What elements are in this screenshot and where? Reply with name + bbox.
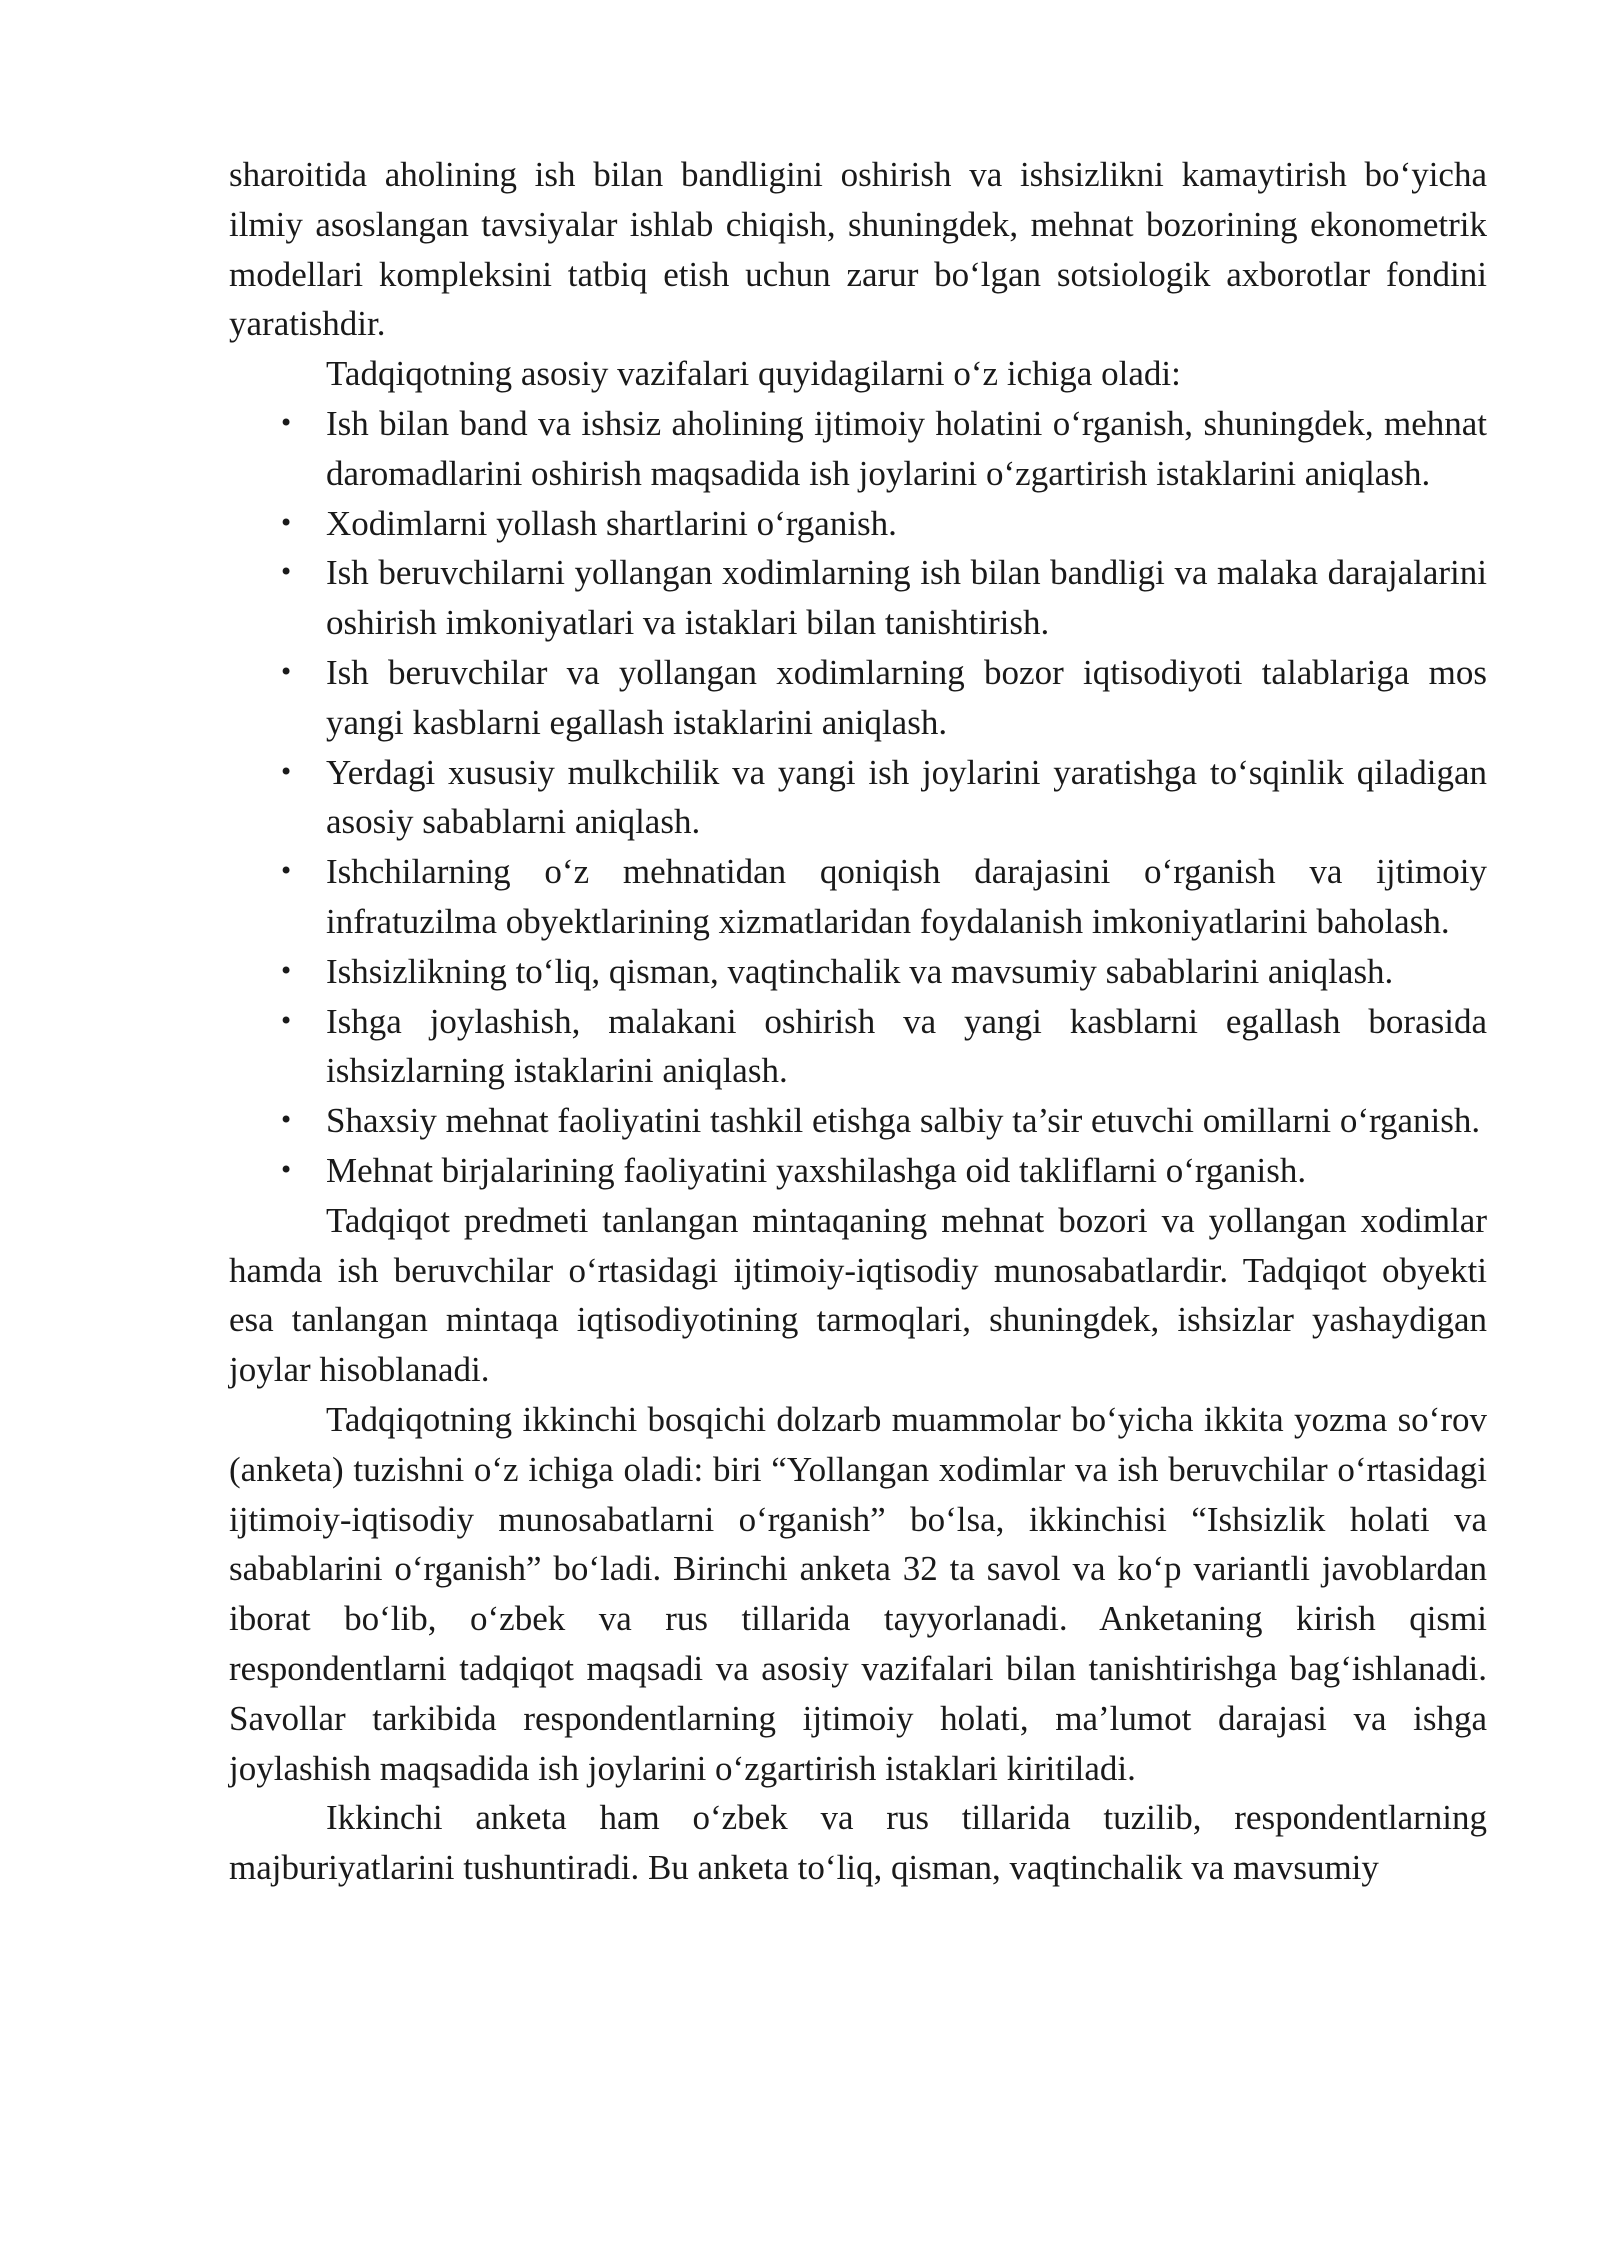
list-item bbox=[229, 847, 1487, 947]
paragraph-second-survey: Ikkinchi anketa ham o‘zbek va rus tillarida tuzilib, respondentlarning majburiyatlarini tushuntiradi. Bu anketa to‘liq, qisman, vaqtinchalik va mavsumiy bbox=[229, 1798, 1487, 1888]
list-item-text: Ish beruvchilarni yollangan xodimlarning ish bilan bandligi va malaka darajalarini oshirish imkoniyatlari va istaklari bilan tanishtirish. bbox=[326, 553, 1487, 643]
list-item-text: Yerdagi xususiy mulkchilik va yangi ish joylarini yaratishga to‘sqinlik qiladigan asosiy sabablarni aniqlash. bbox=[326, 752, 1487, 842]
bullet-icon: • bbox=[279, 657, 294, 686]
bullet-icon: • bbox=[279, 956, 294, 985]
list-item bbox=[229, 748, 1487, 848]
bullet-icon: • bbox=[279, 1155, 294, 1184]
list-item-text: Mehnat birjalarining faoliyatini yaxshilashga oid takliflarni o‘rganish. bbox=[326, 1150, 1307, 1190]
bullet-icon: • bbox=[279, 408, 294, 437]
list-item-text: Xodimlarni yollash shartlarini o‘rganish. bbox=[326, 503, 897, 543]
list-item bbox=[229, 1146, 1487, 1196]
list-item bbox=[229, 648, 1487, 748]
list-item bbox=[229, 947, 1487, 997]
paragraph-intro: sharoitida aholining ish bilan bandligini oshirish va ishsizlikni kamaytirish bo‘yicha ilmiy asoslangan tavsiyalar ishlab chiqish, shuningdek, mehnat bozorining ekonometrik modellari kompleksini tatbiq etish uchun zarur bo‘lgan sotsiologik axborotlar fondini yaratishdir. bbox=[229, 155, 1487, 344]
list-item-text: Shaxsiy mehnat faoliyatini tashkil etishga salbiy ta’sir etuvchi omillarni o‘rganish. bbox=[326, 1101, 1481, 1141]
list-item-text: Ishchilarning o‘z mehnatidan qoniqish darajasini o‘rganish va ijtimoiy infratuzilma obyektlarining xizmatlaridan foydalanish imkoniyatlarini baholash. bbox=[326, 852, 1487, 941]
bullet-icon: • bbox=[279, 558, 294, 587]
bullet-icon: • bbox=[279, 1106, 294, 1135]
list-item bbox=[229, 499, 1487, 549]
list-item-text: Ish bilan band va ishsiz aholining ijtimoiy holatini o‘rganish, shuningdek, mehnat daromadlarini oshirish maqsadida ish joylarini o‘zgartirish istaklarini aniqlash. bbox=[326, 403, 1487, 493]
bullet-icon: • bbox=[279, 508, 294, 537]
list-item bbox=[229, 399, 1487, 499]
bullet-icon: • bbox=[279, 757, 294, 786]
tasks-bullet-list bbox=[229, 399, 1487, 1196]
paragraph-second-stage: Tadqiqotning ikkinchi bosqichi dolzarb muammolar bo‘yicha ikkita yozma so‘rov (anketa) tuzishni o‘z ichiga oladi: biri “Yollangan xodimlar va ish beruvchilar o‘rtasidagi ijtimoiy-iqtisodiy munosabatlarni o‘rganish” bo‘lsa, ikkinchisi “Ishsizlik holati va sabablarini o‘rganish” bo‘ladi. Birinchi anketa 32 ta savol va ko‘p variantli javoblardan iborat bo‘lib, o‘zbek va rus tillarida tayyorlanadi. Anketaning kirish qismi respondentlarni tadqiqot maqsadi va asosiy vazifalari bilan tanishtirishga bag‘ishlanadi. Savollar tarkibida respondentlarning ijtimoiy holati, ma’lumot darajasi va ishga joylashish maqsadida ish joylarini o‘zgartirish istaklari kiritiladi. bbox=[229, 1399, 1487, 1788]
paragraph-subject-object: Tadqiqot predmeti tanlangan mintaqaning mehnat bozori va yollangan xodimlar hamda ish beruvchilar o‘rtasidagi ijtimoiy-iqtisodiy munosabatlardir. Tadqiqot obyekti esa tanlangan mintaqa iqtisodiyotining tarmoqlari, shuningdek, ishsizlar yashaydigan joylar hisoblanadi. bbox=[229, 1200, 1487, 1390]
list-item bbox=[229, 997, 1487, 1097]
list-item-text: Ishga joylashish, malakani oshirish va yangi kasblarni egallash borasida ishsizlarning istaklarini aniqlash. bbox=[326, 1001, 1487, 1091]
paragraph-tasks-heading: Tadqiqotning asosiy vazifalari quyidagilarni o‘z ichiga oladi: bbox=[326, 354, 1181, 394]
list-item bbox=[229, 1096, 1487, 1146]
list-item-text: Ish beruvchilar va yollangan xodimlarning bozor iqtisodiyoti talablariga mos yangi kasblarni egallash istaklarini aniqlash. bbox=[326, 652, 1487, 742]
document-page bbox=[229, 150, 1487, 1893]
bullet-icon: • bbox=[279, 857, 294, 886]
bullet-icon: • bbox=[279, 1006, 294, 1035]
list-item bbox=[229, 548, 1487, 648]
list-item-text: Ishsizlikning to‘liq, qisman, vaqtinchalik va mavsumiy sabablarini aniqlash. bbox=[326, 951, 1394, 991]
